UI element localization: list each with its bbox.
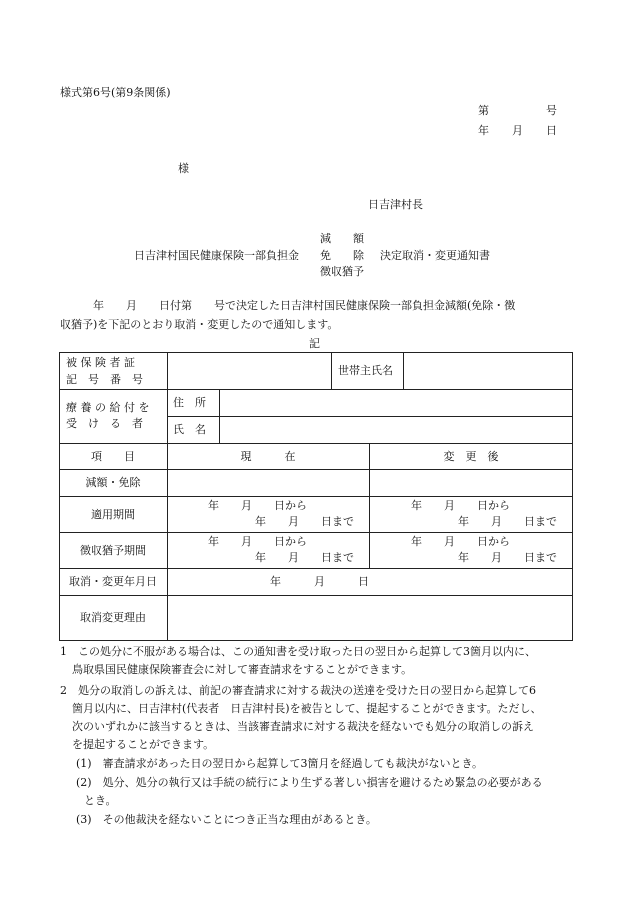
divider — [59, 496, 573, 497]
address-field[interactable] — [220, 395, 572, 411]
cancel-reason-label: 取消変更理由 — [80, 611, 146, 624]
cancel-reason-field[interactable] — [168, 597, 572, 639]
deferral-current-to: 年 月 日まで — [255, 551, 354, 564]
name-label: 氏 名 — [173, 423, 206, 436]
period-current-from: 年 月 日から — [208, 499, 307, 512]
col-changed-header: 変 更 後 — [443, 450, 499, 463]
period-current-to: 年 月 日まで — [255, 515, 354, 528]
note-1-line-1: 1 この処分に不服がある場合は、この通知書を受け取った日の翌日から起算して3箇月以内に、 — [60, 645, 536, 658]
period-changed-from: 年 月 日から — [411, 499, 510, 512]
intro-line-1: 年 月 日付第 号で決定した日吉津村国民健康保険一部負担金減額(免除・徴 — [60, 299, 516, 312]
reduction-current-field[interactable] — [168, 475, 368, 491]
insured-number-field[interactable] — [168, 363, 331, 377]
date-day-label: 日 — [546, 124, 557, 137]
title-suffix: 決定取消・変更通知書 — [380, 249, 490, 262]
intro-line-2: 収猶予)を下記のとおり取消・変更したので通知します。 — [60, 318, 339, 331]
sub-note-1: (1) 審査請求があった日の翌日から起算して3箇月を経過しても裁決がないとき。 — [76, 757, 484, 770]
title-option-deferral: 徴収猶予 — [320, 265, 364, 278]
householder-label: 世帯主氏名 — [338, 364, 393, 377]
col-item-header: 項 目 — [91, 450, 135, 463]
recipient-label-line2: 受 け る 者 — [66, 417, 143, 430]
divider — [59, 469, 573, 470]
address-label: 住 所 — [173, 396, 206, 409]
reduction-exemption-label: 減額・免除 — [85, 476, 141, 489]
doc-number-label-left: 第 — [478, 104, 489, 117]
divider — [167, 416, 573, 417]
form-number: 様式第6号(第9条関係) — [60, 86, 171, 99]
note-2-line-2: 箇月以内に、日吉津村(代表者 日吉津村長)を被告として、提起することができます。ただし、 — [72, 702, 542, 715]
reduction-changed-field[interactable] — [370, 475, 572, 491]
addressee-suffix: 様 — [178, 162, 189, 175]
deferral-period-label: 徴収猶予期間 — [80, 544, 146, 557]
application-period-label: 適用期間 — [91, 508, 135, 521]
note-2-line-3: 次のいずれかに該当するときは、当該審査請求に対する裁決を経ないでも処分の取消しの訴え — [72, 720, 534, 733]
deferral-changed-to: 年 月 日まで — [458, 551, 557, 564]
sub-note-2-line-2: とき。 — [84, 794, 117, 807]
col-current-header: 現 在 — [240, 450, 296, 463]
divider — [59, 443, 573, 444]
doc-number-label-right: 号 — [546, 104, 557, 117]
date-year-label: 年 — [478, 124, 489, 137]
cancel-date-value: 年 月 日 — [270, 575, 369, 588]
divider — [59, 595, 573, 596]
date-month-label: 月 — [512, 124, 523, 137]
title-option-reduction: 減 額 — [320, 232, 364, 245]
insured-label-line1: 被 保 険 者 証 — [66, 356, 135, 369]
deferral-changed-from: 年 月 日から — [411, 535, 510, 548]
title-option-exemption: 免 除 — [320, 249, 364, 262]
recipient-label-line1: 療 養 の 給 付 を — [66, 401, 150, 414]
issuer: 日吉津村長 — [368, 198, 423, 211]
divider — [331, 352, 332, 389]
sub-note-3: (3) その他裁決を経ないことにつき正当な理由があるとき。 — [76, 813, 377, 826]
cancel-date-label: 取消・変更年月日 — [69, 575, 157, 588]
note-2-line-1: 2 処分の取消しの訴えは、前記の審査請求に対する裁決の送達を受けた日の翌日から起算して6 — [60, 684, 536, 697]
note-1-line-2: 鳥取県国民健康保険審査会に対して審査請求をすることができます。 — [72, 663, 413, 676]
note-2-line-4: を提起することができます。 — [72, 738, 215, 751]
divider — [59, 389, 573, 390]
title-prefix: 日吉津村国民健康保険一部負担金 — [134, 249, 299, 262]
name-field[interactable] — [220, 422, 572, 438]
divider — [59, 532, 573, 533]
deferral-current-from: 年 月 日から — [208, 535, 307, 548]
sub-note-2-line-1: (2) 処分、処分の執行又は手続の続行により生ずる著しい損害を避けるため緊急の必要がある — [76, 776, 543, 789]
divider — [59, 568, 573, 569]
householder-name-field[interactable] — [404, 363, 572, 377]
period-changed-to: 年 月 日まで — [458, 515, 557, 528]
insured-label-line2: 記 号 番 号 — [66, 373, 143, 386]
ki-label: 記 — [309, 337, 320, 350]
